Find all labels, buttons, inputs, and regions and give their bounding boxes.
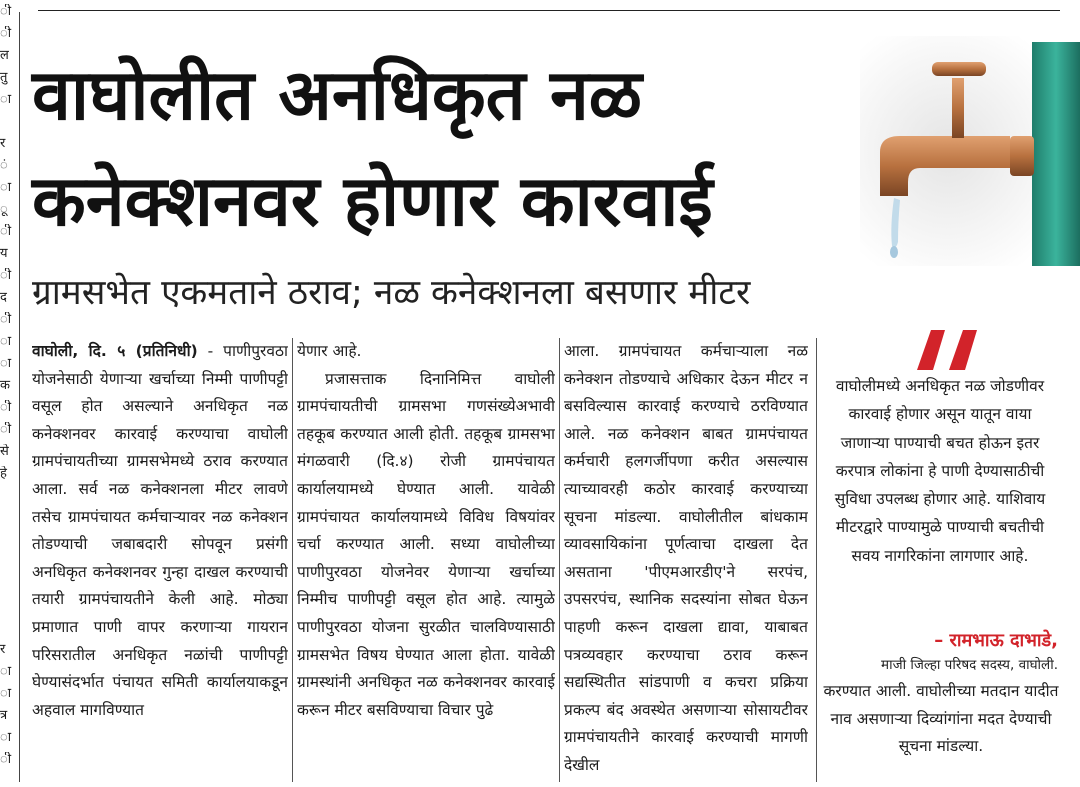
edge-fragment: ा [0,334,12,349]
edge-fragment: ं [0,158,8,173]
column-2-text: प्रजासत्ताक दिनानिमित्त वाघोली ग्रामपंचायतीची ग्रामसभा गणसंख्येअभावी तहकूब करण्यात आली होती. तहकूब ग्रामसभा मंगळवारी (दि.४) रोजी ग्रामपंचायत कार्यालयामध्ये घेण्यात आली. यावेळी ग्रामपंचायत कार्यालयामध्ये विविध विषयांवर चर्चा करण्यात आली. सध्या वाघोलीच्या पाणीपुरवठा योजनेवर येणाऱ्या खर्चाच्या निम्मीच पाणीपट्टी वसूल होत आहे. त्यामुळे पाणीपुरवठा योजना सुरळीत चालविण्यासाठी ग्रामसभेत विषय घेण्यात आला होता. यावेळी ग्रामस्थांनी अनधिकृत नळ कनेक्शनवर कारवाई करून मीटर बसविण्याचा विचार पुढे [297,369,555,719]
edge-fragment: ी [0,4,12,19]
edge-fragment: ी [0,26,12,41]
quote-author: – रामभाऊ दाभाडे, [934,630,1058,651]
water-tap-icon [860,36,1080,266]
edge-fragment: ी [0,268,12,283]
edge-fragment: हे [0,466,7,481]
edge-fragment: ा [0,92,12,107]
top-rule [38,10,1060,11]
edge-fragment: ा [0,730,12,745]
quote-author-role: माजी जिल्हा परिषद सदस्य, वाघोली. [881,657,1058,673]
edge-fragment: ी [0,752,12,767]
column-4-text: करण्यात आली. वाघोलीच्या मतदान यादीत नाव असणाऱ्या दिव्यांगांना मदत देण्याची सूचना मांडल्या. [823,682,1059,756]
edge-fragment: ी [0,422,12,437]
edge-fragment: ा [0,356,12,371]
quote-mark-icon [915,326,995,372]
article-column-3 [564,338,808,778]
article-column-2 [297,338,555,778]
edge-fragment: से [0,444,9,459]
column-divider-2 [559,338,560,782]
edge-fragment: र [0,136,6,151]
edge-fragment: ी [0,312,12,327]
column-divider-left [19,12,20,782]
previous-article-edge [0,0,13,787]
subheadline: ग्रामसभेत एकमताने ठराव; नळ कनेक्शनला बसणार मीटर [32,273,751,313]
headline-line-1: वाघोलीत अनधिकृत नळ [32,54,642,136]
edge-fragment: ा [0,664,12,679]
article-column-1 [32,338,288,778]
quote-text: वाघोलीमध्ये अनधिकृत नळ जोडणीवर कारवाई होणार असून यातून वाया जाणाऱ्या पाण्याची बचत होऊन इतर करपात्र लोकांना हे पाणी देण्यासाठीची सुविधा उपलब्ध होणार आहे. याशिवाय मीटरद्वारे पाण्यामुळे पाण्याची बचतीची सवय नागरिकांना लागणार आहे. [834,377,1046,565]
pull-quote [822,372,1058,570]
headline-line-2: कनेक्शनवर होणार कारवाई [32,160,713,242]
edge-fragment: ी [0,400,12,415]
edge-fragment: ा [0,686,12,701]
edge-fragment: य [0,246,8,261]
edge-fragment: ा [0,180,12,195]
edge-fragment: तु [0,70,8,85]
edge-fragment: क [0,378,10,393]
column-1-text: - पाणीपुरवठा योजनेसाठी येणाऱ्या खर्चाच्या निम्मी पाणीपट्टी वसूल होत असल्याने अनधिकृत नळ कनेक्शनवर कारवाई करण्याचा वाघोली ग्रामपंचायतीच्या ग्रामसभेमध्ये ठराव करण्यात आला. सर्व नळ कनेक्शनला मीटर लावणे तसेच ग्रामपंचायत कर्मचाऱ्यावर नळ कनेक्शन तोडण्याची जबाबदारी सोपवून प्रसंगी अनधिकृत कनेक्शनवर गुन्हा दाखल करण्याची तयारी ग्रामपंचायतीने केली आहे. मोठ्या प्रमाणात पाणी वापर करणाऱ्या गायरान परिसरातील अनधिकृत नळांची पाणीपट्टी घेण्यासंदर्भात पंचायत समिती कार्यालयाकडून अहवाल मागविण्यात [32,342,288,719]
column-divider-3 [816,338,817,782]
column-3-text: आला. ग्रामपंचायत कर्मचाऱ्याला नळ कनेक्शन तोडण्याचे अधिकार देऊन मीटर न बसविल्यास कारवाई करण्याचे ठरविण्यात आले. नळ कनेक्शन बाबत ग्रामपंचायत कर्मचारी हलगर्जीपणा करीत असल्यास त्याच्यावरही कठोर कारवाई करण्याच्या सूचना मांडल्या. वाघोलीतील बांधकाम व्यावसायिकांना पूर्णत्वाचा दाखला देत असताना 'पीएमआरडीए'ने सरपंच, उपसरपंच, स्थानिक सदस्यांना सोबत घेऊन पाहणी करून दाखला द्यावा, याबाबत पत्रव्यवहार करण्याचा ठराव करून सद्यस्थितीत सांडपाणी व कचरा प्रक्रिया प्रकल्प बंद अवस्थेत असणाऱ्या सोसायटीवर ग्रामपंचायतीने कारवाई करण्याची मागणी देखील [564,342,808,774]
edge-fragment: त्र [0,708,8,723]
dateline: वाघोली, दि. ५ (प्रतिनिधी) [32,342,198,360]
edge-fragment: ू [0,202,8,217]
edge-fragment: द [0,290,7,305]
column-2-first-line: येणार आहे. [297,342,362,360]
edge-fragment: ल [0,48,9,63]
edge-fragment: र [0,642,6,657]
column-divider-1 [292,338,293,782]
edge-fragment: ी [0,224,12,239]
